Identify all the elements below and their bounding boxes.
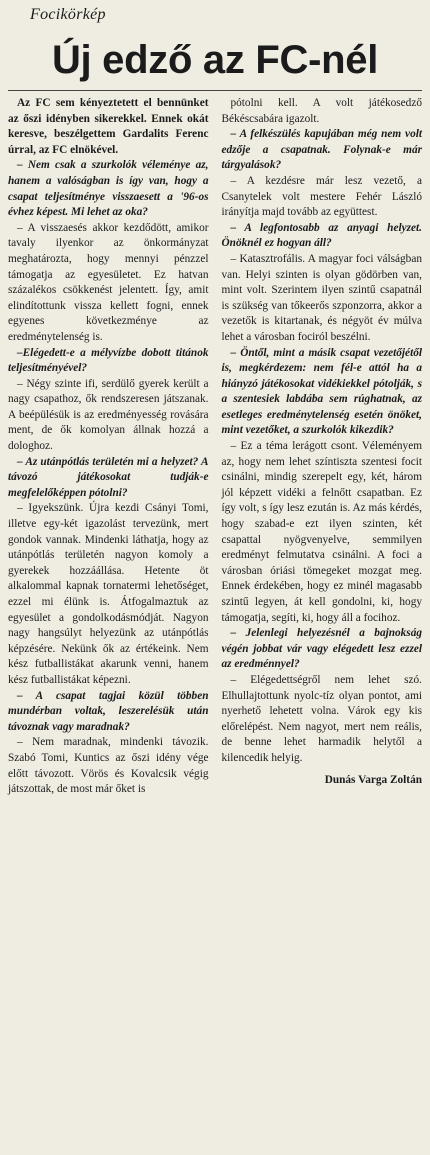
interview-question: – A legfontosabb az anyagi helyzet. Önöknél ez hogyan áll? bbox=[221, 221, 422, 250]
interview-answer: – A visszaesés akkor kezdődött, amikor tavaly ilyenkor az önkormányzat meghatározta, hogy mennyi pénzzel támogatja az egyesületet. Ez hatvan százalékos csökkenést jelentett. Így, amit elindítottunk vissza kellett fogni, ennek egyenes következménye az eredménytelenség is. bbox=[8, 221, 209, 343]
left-column bbox=[8, 96, 209, 798]
interview-question: –Elégedett-e a mélyvízbe dobott titánok teljesítményével? bbox=[8, 346, 209, 375]
interview-answer: – Nem maradnak, mindenki távozik. Szabó Tomi, Kuntics az őszi idény vége előtt távozott. Vörös és Kovalcsik végig játszottak, de most már őket is bbox=[8, 736, 209, 796]
headline-divider bbox=[8, 90, 422, 91]
interview-question: – Jelenlegi helyezésnél a bajnokság végén jobbat vár vagy elégedett lesz ezzel az eredménnyel? bbox=[221, 627, 422, 671]
interview-answer: – Igyekszünk. Újra kezdi Csányi Tomi, illetve egy-két igazolást tervezünk, mert gondok vannak. Mindenki láthatja, hogy az utánpótlás területén nagyon komoly a gyerekek hozzáállása. Hetente öt alkalommal kapnak tornatermi lehetőséget, ezzel mi élünk is. Átfogalmaztuk az egyesület a gondolkodásmódját. Nagyon nagy hangsúlyt helyezünk az utánpótlás képzésére. Nekünk ők az értékeink. Nem kész futballistákat akarunk venni, hanem kész futballistákat képezni. bbox=[8, 502, 209, 686]
author-byline: Dunás Varga Zoltán bbox=[324, 773, 422, 786]
interview-answer: pótolni kell. A volt játékosedző Békéscsabára igazolt. bbox=[221, 97, 422, 125]
interview-answer: – Katasztrofális. A magyar foci válságban van. Helyi szinten is olyan gödörben van, mint volt. Szerintem ilyen szintű csapatnál is szükség van tőkeerős szponzorra, akkor a vezetők is kitartanak, és négyöt év múlva lehet a városban fociról beszélni. bbox=[221, 252, 422, 343]
article-body bbox=[8, 96, 422, 798]
interview-answer: – A kezdésre már lesz vezető, a Csanytelek volt mestere Fehér László irányítja majd tovább az együttest. bbox=[221, 174, 422, 219]
interview-question: – Öntől, mint a másik csapat vezetőjétől is, megkérdezem: nem fél-e attól ha a hiányzó játékosokat vidékiekkel pótolják, s a szentesiek labdába sem rúghatnak, az esetleges eredménytelenség esetén önöket, mint vezetőket, a szurkolók kikezdik? bbox=[221, 346, 422, 437]
interview-question: – Az utánpótlás területén mi a helyzet? A távozó játékosokat tudják-e megfelelőképpen pótolni? bbox=[8, 455, 209, 499]
interview-question: – Nem csak a szurkolók véleménye az, hanem a valóságban is így van, hogy a csapat teljesítménye visszaesett a '96-os évhez képest. Mi lehet az oka? bbox=[8, 159, 209, 219]
interview-question: – A felkészülés kapujában még nem volt edzője a csapatnak. Folynak-e már tárgyalások? bbox=[221, 128, 422, 172]
interview-question: – A csapat tagjai közül többen mundérban voltak, leszerelésük után távoznak vagy maradnak? bbox=[8, 689, 209, 733]
interview-answer: – Ez a téma lerágott csont. Véleményem az, hogy nem lehet színtiszta szentesi focit csinálni, mindig szerepelt egy, két, három jól képzett vidéki a felnőtt csapatban. Ez így volt, s így lesz ezután is. Az más kérdés, hogy szabad-e ezt ilyen szinten, két csapattal nyögvenyelve, semmilyen eredményt felmutatva csinálni. A foci a városban óriási tömegeket mozgat meg. Ennek érdekében, hogy ez minél magasabb szintű legyen, át kell gondolni, ki, hogy támogatja, segíti, ki, hogy áll a focihoz. bbox=[221, 440, 422, 624]
interview-answer: – Elégedettségről nem lehet szó. Elhullajtottunk nyolc-tíz olyan pontot, ami nyerhető lehetett volna. Várok egy kis előrelépést. Nem nagyot, mert nem reális, de benne lehet harmadik helytől a kilencedik helyig. bbox=[221, 673, 422, 764]
section-kicker: Focikörkép bbox=[30, 6, 106, 23]
article-lead: Az FC sem kényeztetett el bennünket az őszi idényben sikerekkel. Ennek okát keresve, beszélgettem Gardalits Ferenc úrral, az FC elnökével. bbox=[8, 97, 209, 156]
article-headline: Új edző az FC-nél bbox=[51, 38, 379, 82]
right-column bbox=[222, 96, 423, 798]
interview-answer: – Négy szinte ifi, serdülő gyerek került a nagy csapathoz, ők rendszeresen játszanak. A beépülésük is az eredményesség rovására ment, de ők komolyan állnak hozzá a dologhoz. bbox=[8, 377, 209, 453]
